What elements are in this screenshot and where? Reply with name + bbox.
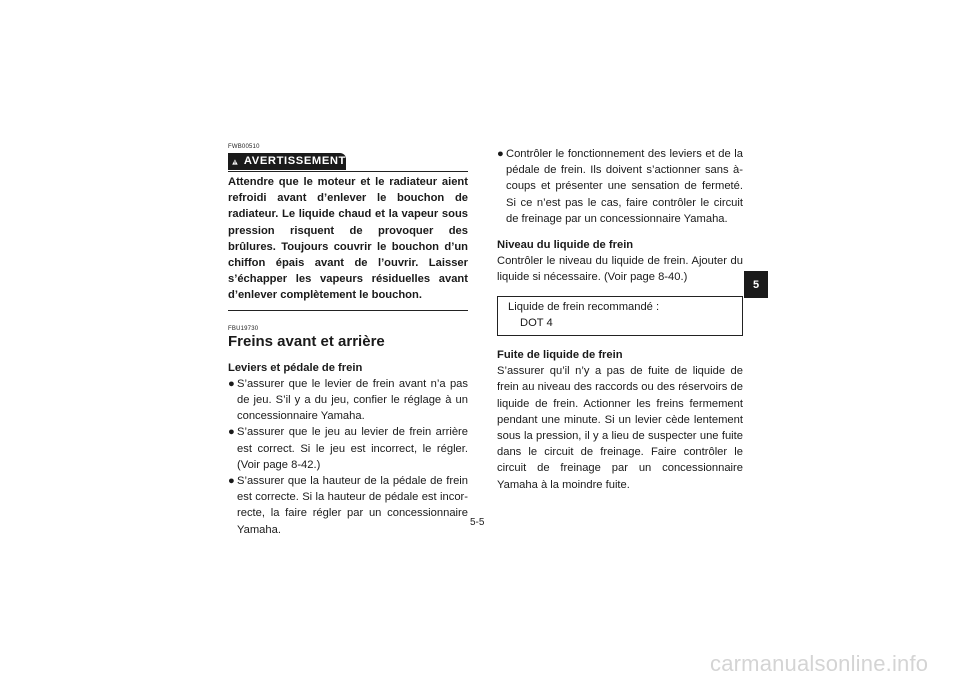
list-item: ● Contrôler le fonctionnement des leviers et de la pédale de frein. Ils doivent s’actionner sans à-coups et présenter une sensation de fermeté. Si ce n’est pas le cas, faire contrôler le circuit de freinage par un concessionnaire Yamaha. — [497, 148, 743, 225]
warning-badge — [228, 153, 346, 170]
fluid-level-heading: Niveau du liquide de frein — [497, 239, 634, 252]
left-column — [228, 144, 468, 538]
list-item: ● S’assurer que la hauteur de la pédale de frein est correcte. Si la hauteur de pédale est incorrecte, la faire régler par un concessionnaire Yamaha. — [228, 475, 468, 536]
page-number: 5-5 — [470, 517, 485, 528]
box-label: Liquide de frein recommandé : — [508, 300, 660, 313]
fluid-leak-text: S’assurer qu’il n’y a pas de fuite de liquide de frein au niveau des raccords ou des réservoirs de liquide de frein. Actionner les freins fermement pendant une minute. Si un levier cède lentement sous la pression, il y a lieu de suspecter une fuite dans le circuit de freinage. Faire contrôler le circuit de freinage par un concessionnaire Yamaha à la moindre fuite. — [497, 365, 743, 491]
warning-header — [228, 153, 468, 172]
warning-text: Attendre que le moteur et le radiateur aient refroidi avant d’enlever le bouchon de radiateur. Le liquide chaud et la vapeur sous pression risquent de provoquer des brûlures. Toujours couvrir le bouchon d’un chiffon épais avant de l’ouvrir. Laisser s’échapper les vapeurs résiduelles avant d’enlever complètement le bouchon. — [228, 174, 468, 311]
warning-label: AVERTISSEMENT — [243, 155, 346, 168]
section-title: Freins avant et arrière — [228, 332, 385, 350]
watermark: carmanualsonline.info — [710, 651, 929, 676]
fluid-leak-heading: Fuite de liquide de frein — [497, 349, 623, 362]
recommended-fluid-box — [497, 296, 743, 336]
bullet-icon: ● — [228, 475, 235, 488]
bullet-icon: ● — [228, 426, 235, 439]
bullet-icon: ● — [228, 377, 235, 390]
warning-code: FWB00510 — [228, 144, 260, 150]
section-code: FBU19730 — [228, 325, 259, 332]
levers-heading: Leviers et pédale de frein — [228, 361, 363, 374]
box-value: DOT 4 — [520, 316, 553, 329]
fluid-level-text: Contrôler le niveau du liquide de frein. Ajouter du liquide si nécessaire. (Voir page 8-40.) — [497, 255, 743, 284]
list-item: ● S’assurer que le jeu au levier de frein arrière est correct. Si le jeu est incorrect, le régler. (Voir page 8-42.) — [228, 426, 468, 471]
right-column — [497, 146, 743, 493]
list-item: ● S’assurer que le levier de frein avant n’a pas de jeu. S’il y a du jeu, confier le réglage à un concessionnaire Yamaha. — [228, 377, 468, 423]
chapter-tab: 5 — [744, 271, 768, 298]
warning-triangle-icon — [232, 155, 238, 169]
bullet-icon: ● — [497, 148, 504, 160]
